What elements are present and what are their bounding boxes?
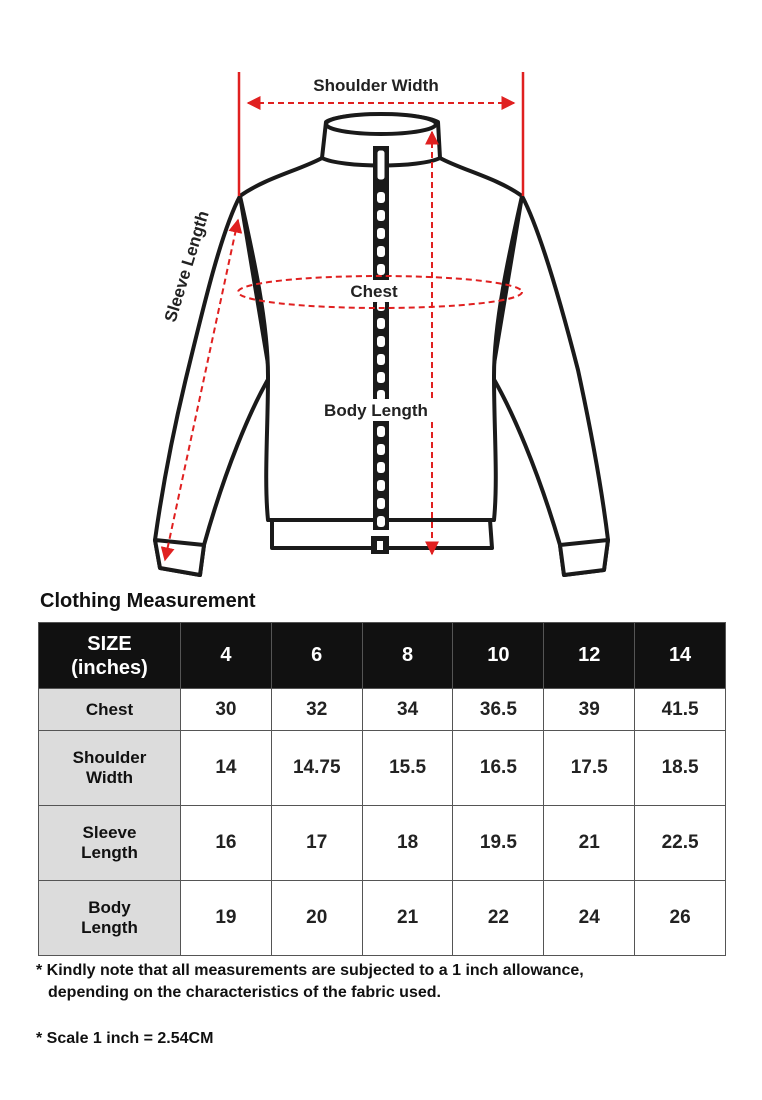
zipper-tooth: [377, 228, 385, 239]
row-label: [39, 806, 181, 881]
table-cell: 41.5: [635, 689, 726, 731]
zipper-tooth: [377, 210, 385, 221]
size-header-cell: [39, 623, 181, 689]
zipper-tooth: [377, 264, 385, 275]
zipper-tooth: [377, 480, 385, 491]
section-title: Clothing Measurement: [40, 590, 256, 612]
chest-label: Chest: [350, 282, 398, 301]
table-cell: 22: [453, 880, 544, 955]
zipper-tooth: [377, 354, 385, 365]
row-label-text: Sleeve: [82, 823, 137, 842]
size-header-line1: SIZE: [87, 632, 132, 655]
table-row: [39, 806, 726, 881]
table-cell: 26: [635, 880, 726, 955]
sleeve-length-label: Sleeve Length: [160, 208, 213, 325]
size-column-header: 6: [271, 623, 362, 689]
table-cell: 14.75: [271, 731, 362, 806]
row-label: [39, 689, 181, 731]
table-cell: 16: [181, 806, 272, 881]
size-chart-table: [38, 622, 726, 956]
table-cell: 39: [544, 689, 635, 731]
scale-note: * Scale 1 inch = 2.54CM: [36, 1030, 214, 1047]
table-cell: 34: [362, 689, 453, 731]
table-row: [39, 880, 726, 955]
size-column-header: 10: [453, 623, 544, 689]
table-cell: 15.5: [362, 731, 453, 806]
table-cell: 18.5: [635, 731, 726, 806]
table-cell: 16.5: [453, 731, 544, 806]
table-cell: 32: [271, 689, 362, 731]
table-header-row: [39, 623, 726, 689]
row-label-text: Chest: [85, 699, 134, 719]
row-label-text: Length: [81, 843, 138, 862]
zipper-tooth: [377, 336, 385, 347]
table-cell: 19: [181, 880, 272, 955]
row-label-text: Body: [88, 897, 131, 917]
allowance-note-line2: depending on the characteristics of the fabric used.: [48, 984, 441, 1001]
table-cell: 18: [362, 806, 453, 881]
table-cell: 36.5: [453, 689, 544, 731]
table-cell: 20: [271, 880, 362, 955]
row-label: [39, 880, 181, 955]
shoulder-width-label: Shoulder Width: [313, 76, 439, 95]
row-label-text: Length: [81, 917, 138, 937]
zipper-tooth: [377, 516, 385, 527]
table-cell: 24: [544, 880, 635, 955]
table-row: [39, 689, 726, 731]
zipper-tooth: [377, 246, 385, 257]
size-column-header: 12: [544, 623, 635, 689]
zipper-icon: [371, 146, 389, 554]
table-cell: 22.5: [635, 806, 726, 881]
zipper-tooth: [377, 192, 385, 203]
size-column-header: 8: [362, 623, 453, 689]
row-label-text: Width: [85, 768, 134, 788]
allowance-note: [36, 960, 736, 1004]
body-length-label: Body Length: [324, 401, 428, 420]
size-header-line2: (inches): [71, 656, 148, 679]
table-row: [39, 731, 726, 806]
table-cell: 21: [544, 806, 635, 881]
allowance-note-line1: * Kindly note that all measurements are subjected to a 1 inch allowance,: [36, 962, 584, 979]
table-cell: 19.5: [453, 806, 544, 881]
table-cell: 17: [271, 806, 362, 881]
table-cell: 21: [362, 880, 453, 955]
zipper-tooth: [377, 318, 385, 329]
zipper-tooth: [377, 426, 385, 437]
zipper-tooth: [377, 444, 385, 455]
table-cell: 30: [181, 689, 272, 731]
table-cell: 14: [181, 731, 272, 806]
size-column-header: 4: [181, 623, 272, 689]
size-column-header: 14: [635, 623, 726, 689]
row-label: [39, 731, 181, 806]
zipper-tooth: [377, 372, 385, 383]
zipper-tooth: [377, 498, 385, 509]
table-cell: 17.5: [544, 731, 635, 806]
row-label-text: Shoulder: [72, 748, 147, 768]
zipper-tooth: [377, 462, 385, 473]
